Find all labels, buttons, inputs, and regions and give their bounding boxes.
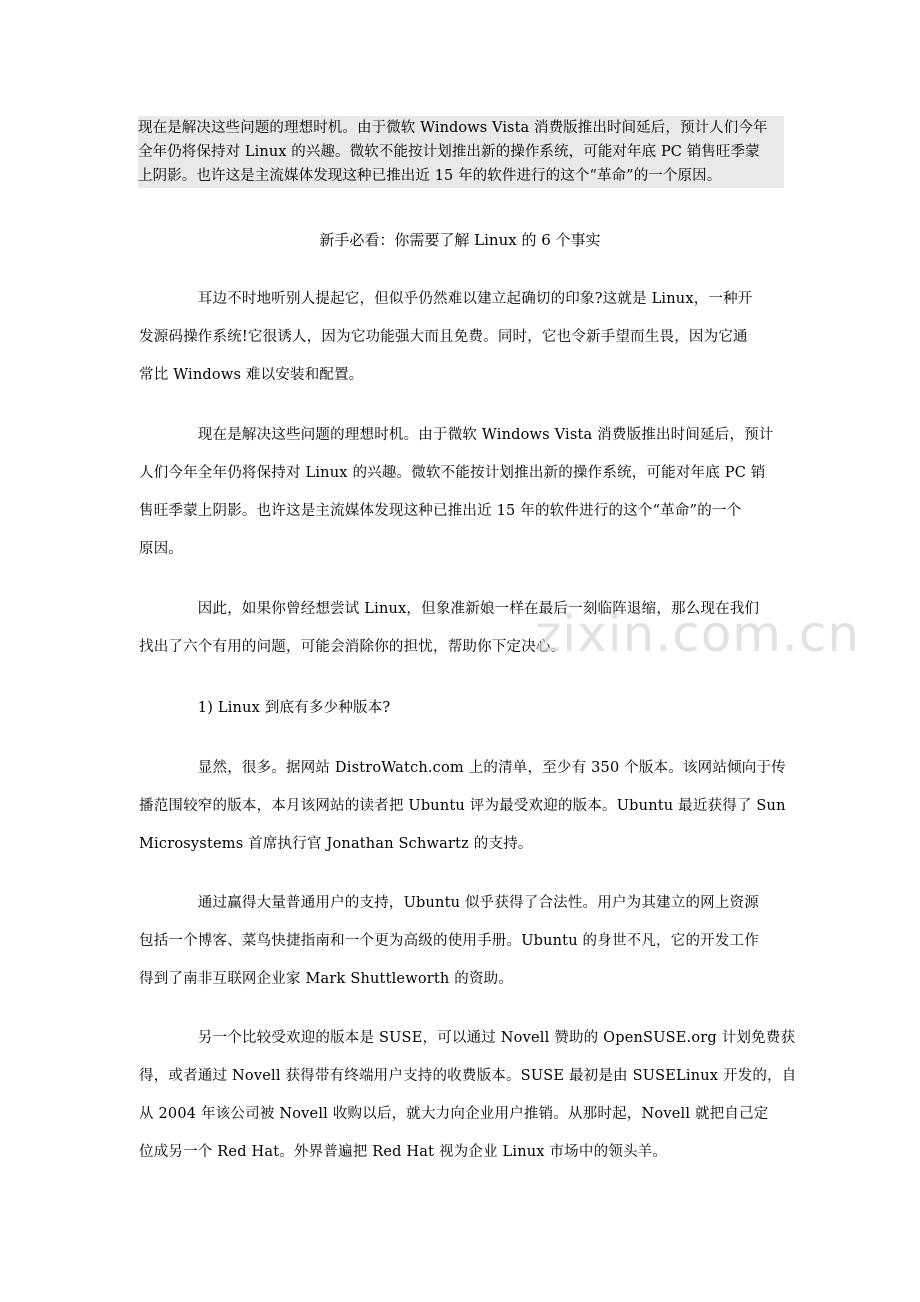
paragraph-line: 位成另一个 Red Hat。外界普遍把 Red Hat 视为企业 Linux 市场中的领头羊。 [139, 1144, 668, 1160]
paragraph-line: 得，或者通过 Novell 获得带有终端用户支持的收费版本。SUSE 最初是由 SUSELinux 开发的，自 [139, 1068, 797, 1084]
paragraph-line: 找出了六个有用的问题，可能会消除你的担忧，帮助你下定决心。 [139, 639, 566, 655]
highlighted-line: 上阴影。也许这是主流媒体发现这种已推出近 15 年的软件进行的这个“革命”的一个原因。 [138, 168, 722, 184]
paragraph-line: 现在是解决这些问题的理想时机。由于微软 Windows Vista 消费版推出时间延后，预计 [139, 427, 774, 443]
paragraph-line: 耳边不时地听别人提起它，但似乎仍然难以建立起确切的印象?这就是 Linux，一种开 [139, 291, 753, 307]
paragraph-line: 通过赢得大量普通用户的支持，Ubuntu 似乎获得了合法性。用户为其建立的网上资源 [139, 895, 759, 911]
paragraph-line: 得到了南非互联网企业家 Mark Shuttleworth 的资助。 [139, 971, 514, 987]
site-watermark: zixin.com.cn [535, 605, 861, 663]
paragraph-line: 从 2004 年该公司被 Novell 收购以后，就大力向企业用户推销。从那时起，Novell 就把自己定 [139, 1106, 769, 1122]
highlighted-line: 全年仍将保持对 Linux 的兴趣。微软不能按计划推出新的操作系统，可能对年底 PC 销售旺季蒙 [138, 144, 760, 160]
paragraph-line: 另一个比较受欢迎的版本是 SUSE，可以通过 Novell 赞助的 OpenSUSE.org 计划免费获 [139, 1030, 796, 1046]
paragraph-line: 发源码操作系统!它很诱人，因为它功能强大而且免费。同时，它也令新手望而生畏，因为它通 [139, 329, 748, 345]
highlighted-line: 现在是解决这些问题的理想时机。由于微软 Windows Vista 消费版推出时间延后，预计人们今年 [138, 120, 768, 136]
paragraph-line: 因此，如果你曾经想尝试 Linux，但象准新娘一样在最后一刻临阵退缩，那么现在我们 [139, 601, 760, 617]
paragraph-line: 原因。 [139, 541, 184, 557]
paragraph-line: 人们今年全年仍将保持对 Linux 的兴趣。微软不能按计划推出新的操作系统，可能对年底 PC 销 [139, 465, 766, 481]
paragraph-line: 1) Linux 到底有多少种版本? [139, 700, 391, 716]
paragraph-line: 显然，很多。据网站 DistroWatch.com 上的清单，至少有 350 个版本。该网站倾向于传 [139, 760, 786, 776]
highlighted-paragraph [138, 116, 784, 188]
paragraph-line: 包括一个博客、菜鸟快捷指南和一个更为高级的使用手册。Ubuntu 的身世不凡，它的开发工作 [139, 933, 759, 949]
paragraph-line: 常比 Windows 难以安装和配置。 [139, 367, 364, 383]
paragraph-line: 播范围较窄的版本，本月该网站的读者把 Ubuntu 评为最受欢迎的版本。Ubuntu 最近获得了 Sun [139, 798, 786, 814]
article-title: 新手必看：你需要了解 Linux 的 6 个事实 [319, 231, 601, 249]
paragraph-line: Microsystems 首席执行官 Jonathan Schwartz 的支持。 [139, 836, 533, 852]
paragraph-line: 售旺季蒙上阴影。也许这是主流媒体发现这种已推出近 15 年的软件进行的这个“革命”的一个 [139, 503, 742, 519]
